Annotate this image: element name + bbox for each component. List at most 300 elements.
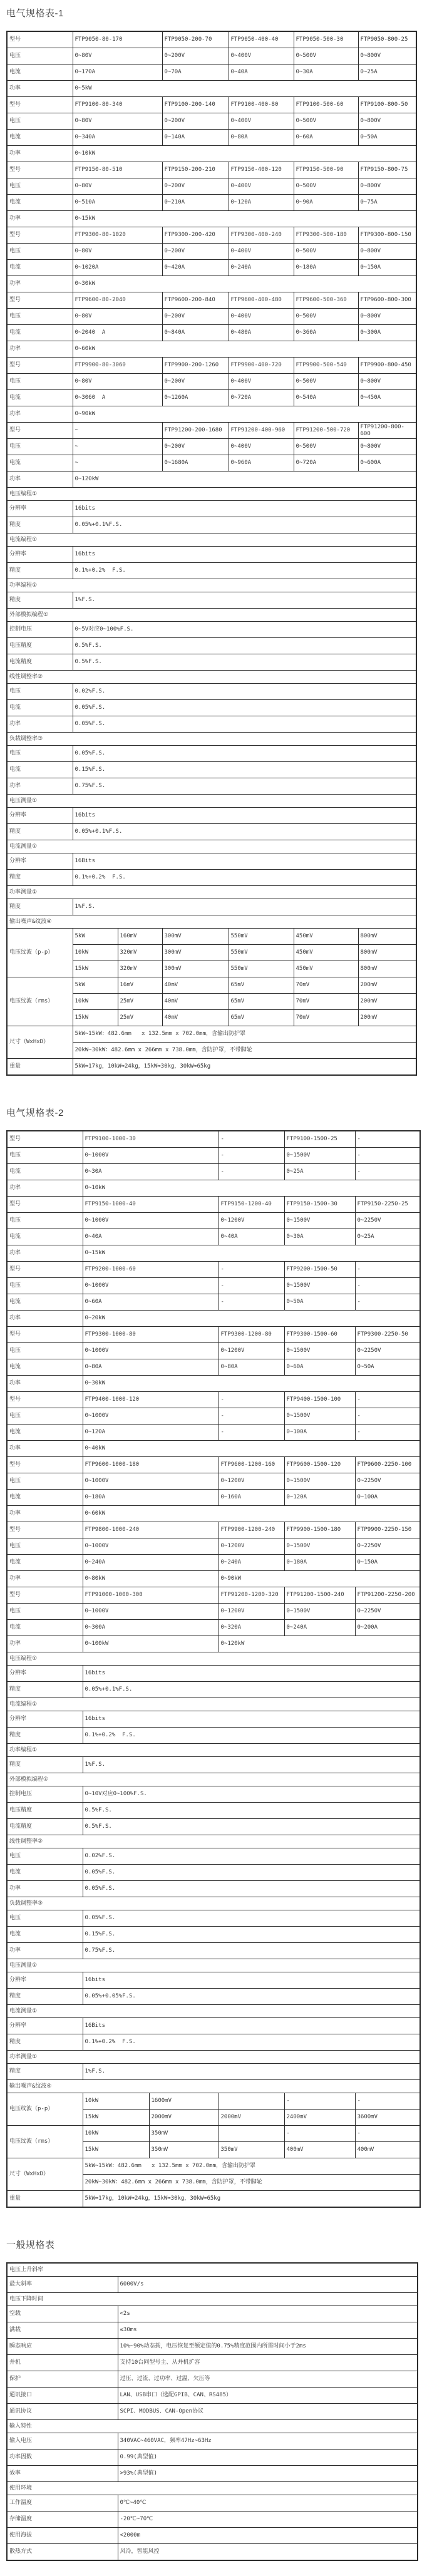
- value-cell: FTP9900-400-720: [229, 358, 294, 374]
- row-label-cell: 重量: [7, 2191, 83, 2208]
- table-row: [7, 2544, 418, 2561]
- row-label-cell: 电流: [7, 64, 73, 81]
- value-cell: 0~400V: [229, 374, 294, 390]
- value-cell: 0~90kW: [219, 1571, 420, 1587]
- table-row: [7, 2528, 418, 2544]
- value-cell: FTP9150-800-75: [358, 162, 416, 178]
- table-row: [7, 1164, 420, 1180]
- value-cell: 450mV: [294, 961, 358, 977]
- value-cell: -: [219, 1148, 284, 1164]
- value-cell: 0~200V: [162, 178, 229, 195]
- row-label-cell: 功率: [7, 1943, 83, 1959]
- value-cell: FTP91200-200-1680: [162, 423, 229, 439]
- value-cell: 0~2040 A: [73, 325, 162, 341]
- value-cell: FTP9600-80-2040: [73, 292, 162, 309]
- value-cell: 0~40kW: [83, 1441, 420, 1457]
- value-cell: 0~800V: [358, 374, 416, 390]
- value-cell: 0.1%+0.2% F.S.: [83, 2034, 420, 2051]
- value-cell: 15kW: [73, 961, 118, 977]
- table-row: [7, 1457, 420, 1473]
- row-label-cell: 精度: [7, 870, 73, 886]
- value-cell: -: [355, 1131, 420, 1148]
- value-cell: 65mV: [229, 1010, 294, 1026]
- row-label-cell: 电流: [7, 1865, 83, 1881]
- value-cell: 0.05%F.S.: [73, 716, 416, 733]
- table-row: [7, 2339, 418, 2355]
- value-cell: 0~120A: [83, 1425, 219, 1441]
- value-cell: FTP91000-1000-300: [83, 1587, 219, 1604]
- value-cell: 25mV: [118, 994, 162, 1010]
- table-row: [7, 1294, 420, 1311]
- value-cell: 0.5%F.S.: [83, 1803, 420, 1819]
- table-row: [7, 97, 416, 113]
- value-cell: 0~5V对应0~100%F.S.: [73, 622, 416, 638]
- table-row: [7, 886, 416, 899]
- value-cell: FTP9600-800-300: [358, 292, 416, 309]
- table-row: [7, 1636, 420, 1652]
- row-label-cell: 尺寸（WxHxD）: [7, 1026, 73, 1059]
- row-label-cell: 控制电压: [7, 1786, 83, 1803]
- value-cell: FTP9200-1500-50: [284, 1262, 355, 1278]
- section-header-cell: 外部模拟编程①: [7, 1773, 420, 1786]
- value-cell: 0~2250V: [355, 1538, 420, 1555]
- value-cell: 0~840A: [162, 325, 229, 341]
- value-cell: -: [355, 1278, 420, 1294]
- row-label-cell: 精度: [7, 899, 73, 915]
- value-cell: 0~200V: [162, 309, 229, 325]
- value-cell: FTP9100-1000-30: [83, 1131, 219, 1148]
- table-row: [7, 2466, 418, 2482]
- value-cell: 3600mV: [355, 2110, 420, 2126]
- value-cell: 450mV: [294, 929, 358, 945]
- table-row: [7, 2293, 418, 2306]
- value-cell: 0~500V: [294, 48, 358, 64]
- table-row: [7, 1943, 420, 1959]
- value-cell: 0.5%F.S.: [73, 654, 416, 671]
- row-label-cell: 功率: [7, 276, 73, 292]
- value-cell: 550mV: [229, 945, 294, 961]
- section-header-cell: 线性调整率②: [7, 1835, 420, 1848]
- value-cell: FTP9900-1200-240: [219, 1522, 284, 1538]
- value-cell: 16bits: [83, 1711, 420, 1728]
- row-label-cell: 功率: [7, 1245, 83, 1262]
- value-cell: 0~420A: [162, 260, 229, 276]
- row-label-cell: 精度: [7, 2034, 83, 2051]
- value-cell: 0~240A: [219, 1555, 284, 1571]
- value-cell: -: [219, 1425, 284, 1441]
- value-cell: 0.05%F.S.: [73, 746, 416, 762]
- value-cell: FTP9150-500-90: [294, 162, 358, 178]
- value-cell: FTP9600-1000-180: [83, 1457, 219, 1473]
- value-cell: FTP91200-800-600: [358, 423, 416, 439]
- value-cell: 0~1000V: [83, 1538, 219, 1555]
- row-label-cell: 电流: [7, 260, 73, 276]
- table-row: [7, 1604, 420, 1620]
- row-label-cell: 电压精度: [7, 638, 73, 654]
- table-row: [7, 1666, 420, 1682]
- row-label-cell: 分辨率: [7, 2018, 83, 2034]
- value-cell: FTP9150-1200-40: [219, 1197, 284, 1213]
- value-cell: 0~2250V: [355, 1343, 420, 1359]
- value-cell: 25mV: [118, 1010, 162, 1026]
- value-cell: 70mV: [294, 1010, 358, 1026]
- table-row: [7, 2080, 420, 2093]
- value-cell: 200mV: [358, 994, 416, 1010]
- value-cell: FTP9100-400-80: [229, 97, 294, 113]
- row-label-cell: 电流: [7, 1425, 83, 1441]
- value-cell: FTP91200-500-720: [294, 423, 358, 439]
- value-cell: FTP9600-400-480: [229, 292, 294, 309]
- value-cell: 0~1500V: [284, 1343, 355, 1359]
- value-cell: FTP9300-1200-80: [219, 1327, 284, 1343]
- value-cell: 0~10kW: [83, 1180, 420, 1197]
- value-cell: 0~1000V: [83, 1148, 219, 1164]
- value-cell: 0~1500V: [284, 1604, 355, 1620]
- row-label-cell: 电压: [7, 439, 73, 455]
- value-cell: FTP9050-800-25: [358, 31, 416, 48]
- value-cell: -: [355, 1148, 420, 1164]
- value-cell: 0~1500V: [284, 1213, 355, 1229]
- table-row: [7, 1927, 420, 1943]
- value-cell: 0~400V: [229, 48, 294, 64]
- value-cell: 0~450A: [358, 390, 416, 406]
- value-cell: FTP9300-2250-50: [355, 1327, 420, 1343]
- row-label-cell: 型号: [7, 1197, 83, 1213]
- row-label-cell: 电压纹波（rms）: [7, 2126, 83, 2158]
- row-label-cell: 电压: [7, 48, 73, 64]
- value-cell: FTP9600-500-360: [294, 292, 358, 309]
- table-row: [7, 579, 416, 592]
- section-header-cell: 输入特性: [7, 2420, 418, 2433]
- table-row: [7, 341, 416, 358]
- row-label-cell: 精度: [7, 1989, 83, 2005]
- row-label-cell: 电压: [7, 684, 73, 700]
- value-cell: 70mV: [294, 977, 358, 994]
- value-cell: 0.05%+0.05%F.S.: [83, 1989, 420, 2005]
- table-row: [7, 374, 416, 390]
- table-row: [7, 915, 416, 929]
- row-label-cell: 分辨率: [7, 1711, 83, 1728]
- table-row: [7, 227, 416, 244]
- row-label-cell: 空载: [7, 2306, 118, 2322]
- row-label-cell: 功率: [7, 1311, 83, 1327]
- general-spec-table: [6, 2262, 418, 2561]
- value-cell: -: [355, 1408, 420, 1425]
- value-cell: 0~10kW: [73, 146, 416, 162]
- row-label-cell: 功率因数: [7, 2450, 118, 2466]
- value-cell: 0.02%F.S.: [73, 684, 416, 700]
- value-cell: FTP9900-500-540: [294, 358, 358, 374]
- table-row: [7, 671, 416, 684]
- row-label-cell: 电流: [7, 1555, 83, 1571]
- value-cell: 0.02%F.S.: [83, 1848, 420, 1865]
- table-row: [7, 2064, 420, 2080]
- value-cell: -: [219, 1164, 284, 1180]
- value-cell: FTP9600-2250-100: [355, 1457, 420, 1473]
- table-row: [7, 592, 416, 609]
- value-cell: FTP9150-200-210: [162, 162, 229, 178]
- value-cell: 2000mV: [149, 2110, 219, 2126]
- table-row: [7, 853, 416, 870]
- value-cell: 320mV: [118, 961, 162, 977]
- table-row: [7, 1343, 420, 1359]
- table-row: [7, 292, 416, 309]
- table-row: [7, 1881, 420, 1897]
- row-label-cell: 效率: [7, 2466, 118, 2482]
- value-cell: 40mV: [162, 977, 229, 994]
- table-row: [7, 1698, 420, 1711]
- row-label-cell: 型号: [7, 423, 73, 439]
- value-cell: 0~1000V: [83, 1278, 219, 1294]
- row-label-cell: 型号: [7, 97, 73, 113]
- table-row: [7, 733, 416, 746]
- value-cell: 0~720A: [294, 455, 358, 471]
- value-cell: 0~240A: [284, 1620, 355, 1636]
- table-row: [7, 471, 416, 488]
- value-cell: 0~800V: [358, 178, 416, 195]
- value-cell: 0~300A: [83, 1620, 219, 1636]
- value-cell: 0.1%+0.2% F.S.: [73, 563, 416, 579]
- value-cell: 0~40A: [219, 1229, 284, 1245]
- value-cell: 0~400V: [229, 178, 294, 195]
- value-cell: 0.05%+0.1%F.S.: [73, 517, 416, 533]
- row-label-cell: 精度: [7, 563, 73, 579]
- value-cell: 10kW: [83, 2126, 149, 2142]
- row-label-cell: 精度: [7, 1682, 83, 1698]
- table-row: [7, 2263, 418, 2277]
- value-cell: 0℃~40℃: [118, 2495, 418, 2512]
- row-label-cell: 型号: [7, 162, 73, 178]
- table-row: [7, 1059, 416, 1076]
- table-row: [7, 2093, 420, 2110]
- value-cell: 0~210A: [162, 195, 229, 211]
- value-cell: -: [219, 1262, 284, 1278]
- value-cell: 16bits: [73, 501, 416, 517]
- table-row: [7, 48, 416, 64]
- value-cell: FTP9300-800-150: [358, 227, 416, 244]
- row-label-cell: 功率: [7, 471, 73, 488]
- row-label-cell: 电压: [7, 1278, 83, 1294]
- value-cell: 0.05%F.S.: [83, 1865, 420, 1881]
- value-cell: 0~80A: [219, 1359, 284, 1376]
- section-header-cell: 功率测量①: [7, 886, 416, 899]
- table-row: [7, 1682, 420, 1698]
- row-label-cell: 型号: [7, 1131, 83, 1148]
- value-cell: SCPI、MODBUS、CAN-Open协议: [118, 2404, 418, 2420]
- value-cell: [219, 2126, 284, 2142]
- value-cell: 0~1500V: [284, 1148, 355, 1164]
- section-header-cell: 电压下降时间: [7, 2293, 418, 2306]
- value-cell: 0~50A: [358, 130, 416, 146]
- value-cell: 0~50A: [284, 1294, 355, 1311]
- row-label-cell: 电压: [7, 1343, 83, 1359]
- table-row: [7, 2371, 418, 2388]
- table-row: [7, 1026, 416, 1043]
- value-cell: FTP9150-400-120: [229, 162, 294, 178]
- table-row: [7, 1245, 420, 1262]
- value-cell: 0~70A: [162, 64, 229, 81]
- table-row: [7, 64, 416, 81]
- value-cell: 0~15kW: [73, 211, 416, 227]
- row-label-cell: 功率: [7, 1376, 83, 1392]
- row-label-cell: 电压: [7, 244, 73, 260]
- section-header-cell: 负载调整率③: [7, 1897, 420, 1910]
- value-cell: 0~800V: [358, 113, 416, 130]
- row-label-cell: 型号: [7, 1262, 83, 1278]
- value-cell: 350mV: [149, 2126, 219, 2142]
- value-cell: 0~200V: [162, 113, 229, 130]
- table-row: [7, 1131, 420, 1148]
- value-cell: -: [355, 2093, 420, 2110]
- table-row: [7, 808, 416, 824]
- table-row: [7, 1213, 420, 1229]
- row-label-cell: 功率: [7, 146, 73, 162]
- value-cell: FTP9150-2250-25: [355, 1197, 420, 1213]
- value-cell: 16bits: [83, 1666, 420, 1682]
- table-row: [7, 1425, 420, 1441]
- table-row: [7, 716, 416, 733]
- value-cell: 0.75%F.S.: [73, 778, 416, 795]
- value-cell: 400mV: [355, 2142, 420, 2158]
- row-label-cell: 分辨率: [7, 1972, 83, 1989]
- table-row: [7, 2005, 420, 2018]
- value-cell: 10kW: [73, 994, 118, 1010]
- row-label-cell: 电流: [7, 195, 73, 211]
- value-cell: -20℃~70℃: [118, 2512, 418, 2528]
- section-header-cell: 功率编程①: [7, 579, 416, 592]
- value-cell: -: [219, 1278, 284, 1294]
- value-cell: 0~500V: [294, 244, 358, 260]
- row-label-cell: 功率: [7, 778, 73, 795]
- value-cell: 0~100A: [355, 1490, 420, 1506]
- section-header-cell: 输出噪声&纹波④: [7, 915, 416, 929]
- row-label-cell: 重量: [7, 1059, 73, 1076]
- table-row: [7, 2404, 418, 2420]
- value-cell: 450mV: [294, 945, 358, 961]
- value-cell: 支持10台同型号主、从并机扩容: [118, 2355, 418, 2371]
- row-label-cell: 电压纹波（p-p）: [7, 929, 73, 977]
- row-label-cell: 电压: [7, 1910, 83, 1927]
- section-header-cell: 外部模拟编程①: [7, 609, 416, 622]
- row-label-cell: 电流: [7, 762, 73, 778]
- value-cell: 0~140A: [162, 130, 229, 146]
- table-row: [7, 1359, 420, 1376]
- value-cell: 0~30kW: [73, 276, 416, 292]
- section-header-cell: 电压编程①: [7, 488, 416, 501]
- value-cell: 0~960A: [229, 455, 294, 471]
- table-row: [7, 654, 416, 671]
- table-row: [7, 244, 416, 260]
- value-cell: FTP9050-80-170: [73, 31, 162, 48]
- table-row: [7, 130, 416, 146]
- table-row: [7, 2158, 420, 2175]
- table-row: [7, 195, 416, 211]
- value-cell: 0~120A: [284, 1490, 355, 1506]
- row-label-cell: 保护: [7, 2371, 118, 2388]
- value-cell: 0~25A: [284, 1164, 355, 1180]
- table-row: [7, 2034, 420, 2051]
- value-cell: FTP9900-2250-150: [355, 1522, 420, 1538]
- value-cell: 0~800V: [358, 244, 416, 260]
- row-label-cell: 功率: [7, 341, 73, 358]
- value-cell: 0~1500V: [284, 1538, 355, 1555]
- row-label-cell: 分辨率: [7, 1666, 83, 1682]
- value-cell: 800mV: [358, 961, 416, 977]
- value-cell: 0~800V: [358, 48, 416, 64]
- value-cell: 0~60kW: [83, 1506, 420, 1522]
- table-row: [7, 2322, 418, 2339]
- value-cell: 0~400V: [229, 439, 294, 455]
- value-cell: FTP9600-1200-160: [219, 1457, 284, 1473]
- table-row: [7, 899, 416, 915]
- value-cell: 0~100A: [284, 1425, 355, 1441]
- table-row: [7, 1392, 420, 1408]
- value-cell: 0~20kW: [83, 1311, 420, 1327]
- table-row: [7, 1620, 420, 1636]
- value-cell: 0~200V: [162, 244, 229, 260]
- row-label-cell: 型号: [7, 292, 73, 309]
- value-cell: 15kW: [83, 2142, 149, 2158]
- value-cell: -: [355, 1425, 420, 1441]
- value-cell: 0~500V: [294, 113, 358, 130]
- row-label-cell: 型号: [7, 358, 73, 374]
- table-row: [7, 929, 416, 945]
- table-row: [7, 533, 416, 547]
- value-cell: 0~80V: [73, 178, 162, 195]
- row-label-cell: 型号: [7, 1522, 83, 1538]
- table-row: [7, 824, 416, 840]
- row-label-cell: 电压: [7, 1148, 83, 1164]
- row-label-cell: 电压纹波（p-p）: [7, 2093, 83, 2126]
- value-cell: 5kW~15kW：482.6mm x 132.5mm x 702.0mm，含输出防护罩: [83, 2158, 420, 2175]
- value-cell: 0~120kW: [219, 1636, 420, 1652]
- value-cell: 0~1000V: [83, 1343, 219, 1359]
- value-cell: FTP9100-80-340: [73, 97, 162, 113]
- row-label-cell: 分辨率: [7, 808, 73, 824]
- general-spec-section: [6, 2238, 416, 2561]
- value-cell: 0.1%+0.2% F.S.: [83, 1728, 420, 1744]
- value-cell: 0.15%F.S.: [73, 762, 416, 778]
- page-title-electrical-1: 电气规格表-1: [6, 8, 64, 19]
- value-cell: 0~1020A: [73, 260, 162, 276]
- value-cell: LAN、USB串口（选配GPIB、CAN、RS485）: [118, 2388, 418, 2404]
- value-cell: 800mV: [358, 929, 416, 945]
- row-label-cell: 电压: [7, 1604, 83, 1620]
- value-cell: FTP9200-1000-60: [83, 1262, 219, 1278]
- table-row: [7, 2482, 418, 2495]
- value-cell: 0~30A: [83, 1164, 219, 1180]
- value-cell: FTP9150-80-510: [73, 162, 162, 178]
- value-cell: 5kW~15kW：482.6mm x 132.5mm x 702.0mm，含输出防护罩: [73, 1026, 416, 1043]
- table-row: [7, 1522, 420, 1538]
- value-cell: 0~25A: [358, 64, 416, 81]
- value-cell: 0~180A: [83, 1490, 219, 1506]
- row-label-cell: 电压: [7, 1848, 83, 1865]
- row-label-cell: 功率: [7, 1180, 83, 1197]
- value-cell: FTP91200-2250-200: [355, 1587, 420, 1604]
- section-header-cell: 电压上升斜率: [7, 2263, 418, 2277]
- value-cell: 0~50A: [355, 1359, 420, 1376]
- row-label-cell: 电压: [7, 374, 73, 390]
- value-cell: 300mV: [162, 961, 229, 977]
- table-row: [7, 501, 416, 517]
- row-label-cell: 型号: [7, 1327, 83, 1343]
- section-header-cell: 电流编程①: [7, 533, 416, 547]
- row-label-cell: 电压: [7, 309, 73, 325]
- value-cell: 0~100kW: [83, 1636, 219, 1652]
- section-header-cell: 电压测量①: [7, 795, 416, 808]
- table-row: [7, 517, 416, 533]
